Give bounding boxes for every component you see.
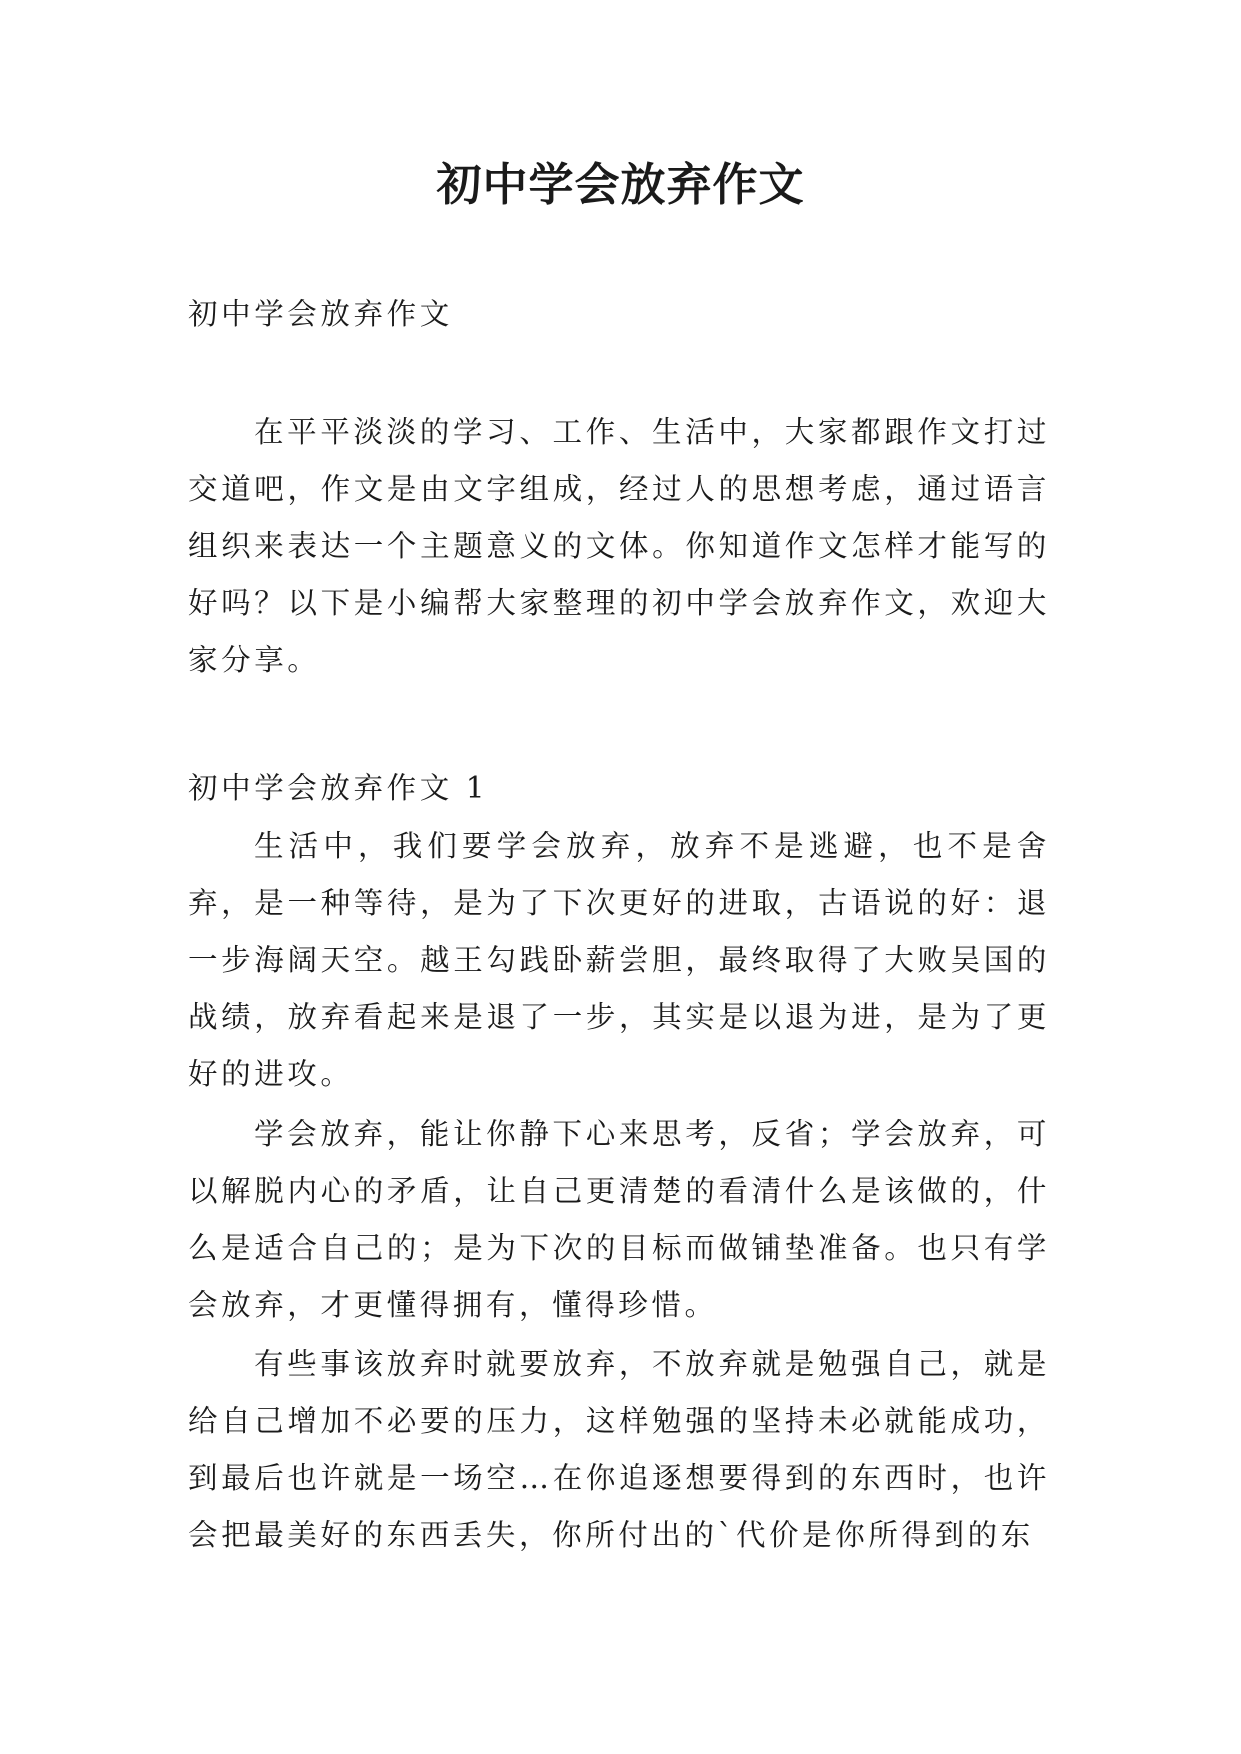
document-subtitle: 初中学会放弃作文 [188,297,453,331]
section-heading: 初中学会放弃作文 1 [188,771,489,805]
intro-paragraph: 在平平淡淡的学习、工作、生活中，大家都跟作文打过交道吧，作文是由文字组成，经过人的思想考虑，通过语言组织来表达一个主题意义的文体。你知道作文怎样才能写的好吗？以下是小编帮大家整理的初中学会放弃作文，欢迎大家分享。 [188,415,1050,677]
body-paragraph-3: 有些事该放弃时就要放弃，不放弃就是勉强自己，就是给自己增加不必要的压力，这样勉强的坚持未必就能成功，到最后也许就是一场空…在你追逐想要得到的东西时，也许会把最美好的东西丢失，你所付出的`代价是你所得到的东 [188,1347,1050,1552]
body-paragraph-1: 生活中，我们要学会放弃，放弃不是逃避，也不是舍弃，是一种等待，是为了下次更好的进取，古语说的好：退一步海阔天空。越王勾践卧薪尝胆，最终取得了大败吴国的战绩，放弃看起来是退了一步，其实是以退为进，是为了更好的进攻。 [188,829,1050,1091]
document-title: 初中学会放弃作文 [436,158,805,211]
body-paragraph-2: 学会放弃，能让你静下心来思考，反省；学会放弃，可以解脱内心的矛盾，让自己更清楚的看清什么是该做的，什么是适合自己的；是为下次的目标而做铺垫准备。也只有学会放弃，才更懂得拥有，懂得珍惜。 [188,1117,1050,1322]
